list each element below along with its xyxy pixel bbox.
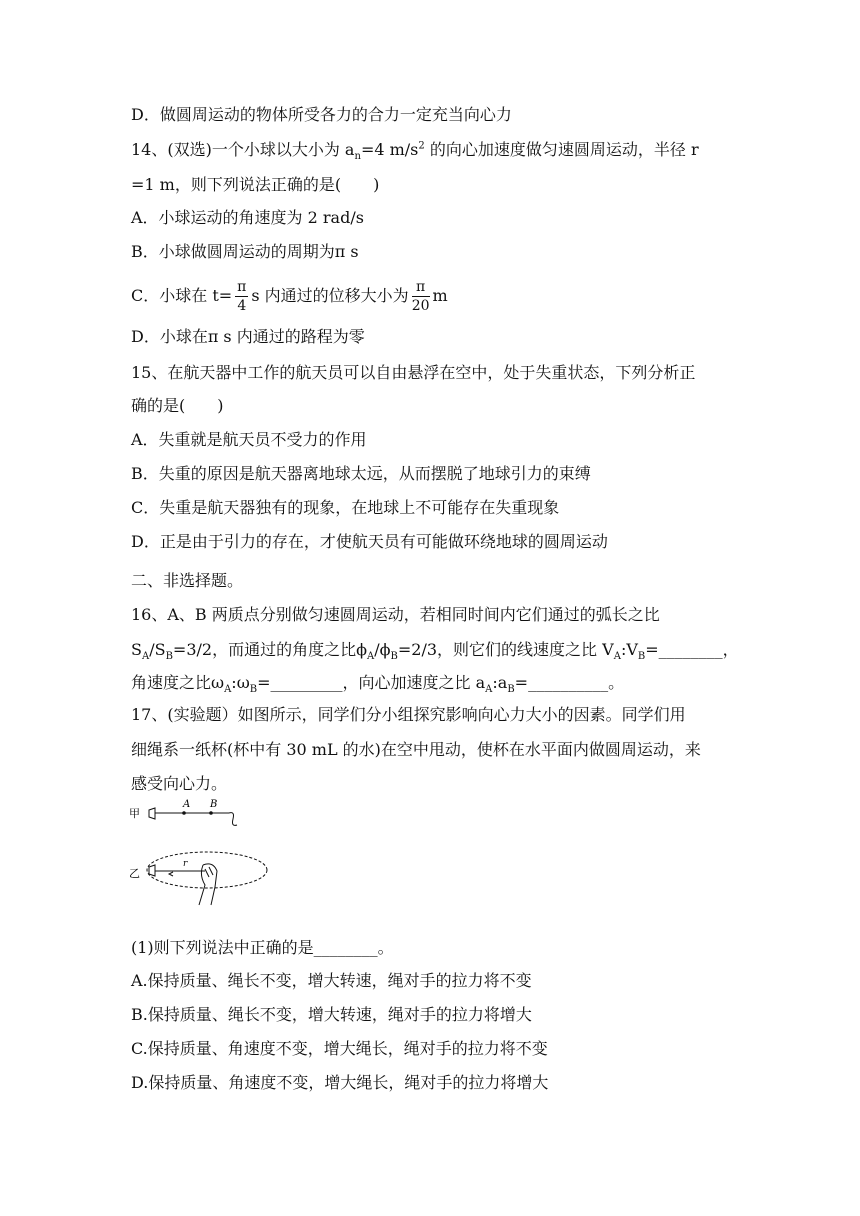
figure-label-r: r bbox=[183, 859, 188, 869]
q17-stem-line2: 细绳系一纸杯(杯中有 30 mL 的水)在空中甩动，使杯在水平面内做圆周运动，来 bbox=[131, 740, 701, 759]
q16-stem-line1: 16、A、B 两质点分别做匀速圆周运动，若相同时间内它们通过的弧长之比 bbox=[131, 605, 660, 624]
q14-stem-line1 bbox=[131, 140, 699, 163]
fraction-numerator: π bbox=[237, 279, 247, 295]
q15-stem-line2: 确的是( ) bbox=[131, 396, 224, 415]
q17-stem-line1: 17、(实验题）如图所示，同学们分小组探究影响向心力大小的因素。同学们用 bbox=[131, 705, 686, 724]
experiment-figure bbox=[125, 795, 275, 920]
q13-option-d: D．做圆周运动的物体所受各力的合力一定充当向心力 bbox=[131, 105, 512, 124]
q17-subquestion-1: (1)则下列说法中正确的是________。 bbox=[131, 938, 394, 957]
q15-stem-line1: 15、在航天器中工作的航天员可以自由悬浮在空中，处于失重状态，下列分析正 bbox=[131, 363, 696, 382]
q14-option-c bbox=[131, 277, 448, 315]
figure-label-b: B bbox=[210, 799, 218, 810]
fraction-pi-over-20 bbox=[412, 278, 430, 315]
q14-stem-part: 14、(双选)一个小球以大小为 a bbox=[131, 140, 355, 159]
q14-option-d: D．小球在π s 内通过的路程为零 bbox=[131, 327, 365, 346]
q15-option-d: D．正是由于引力的存在，才使航天员有可能做环绕地球的圆周运动 bbox=[131, 532, 608, 551]
q15-option-a: A．失重就是航天员不受力的作用 bbox=[131, 430, 367, 449]
q15-option-c: C．失重是航天器独有的现象，在地球上不可能存在失重现象 bbox=[131, 498, 560, 517]
q14-c-part: m bbox=[432, 286, 448, 305]
fraction-pi-over-4 bbox=[235, 278, 248, 315]
q14-stem-part: =4 m/s bbox=[360, 140, 419, 159]
q14-sup: 2 bbox=[418, 140, 425, 152]
figure-label-a: A bbox=[183, 799, 191, 810]
q14-sub: n bbox=[354, 151, 361, 163]
q14-c-part: C．小球在 t= bbox=[131, 286, 233, 305]
q17-stem-line3: 感受向心力。 bbox=[131, 774, 228, 793]
fraction-denominator: 4 bbox=[237, 298, 247, 314]
q16-stem-line3: 角速度之比$\omega_A:\omega_B=\_\_\_\_\_\_\_\_\_$，向心加速度之比 $a_A:a_B=\_\_\_\_\_\_\_\_\_\_$。 bbox=[131, 673, 625, 696]
q17-option-b: B.保持质量、绳长不变，增大转速，绳对手的拉力将增大 bbox=[131, 1005, 532, 1024]
q16-stem-line2: $S_A/S_B=3/2$，而通过的角度之比$\phi_A/\phi_B=2/3$，则它们的线速度之比 $V_A:V_B=\_\_\_\_\_\_\_\_$， bbox=[131, 640, 739, 663]
q17-option-a: A.保持质量、绳长不变，增大转速，绳对手的拉力将不变 bbox=[131, 971, 532, 990]
figure-label-yi: 乙 bbox=[129, 867, 140, 880]
q14-stem-part: 的向心加速度做匀速圆周运动，半径 r bbox=[424, 140, 699, 159]
q17-option-c: C.保持质量、角速度不变，增大绳长，绳对手的拉力将不变 bbox=[131, 1039, 548, 1058]
q14-option-b: B．小球做圆周运动的周期为π s bbox=[131, 242, 359, 261]
q15-option-b: B．失重的原因是航天器离地球太远，从而摆脱了地球引力的束缚 bbox=[131, 464, 591, 483]
q17-option-d: D.保持质量、角速度不变，增大绳长，绳对手的拉力将增大 bbox=[131, 1073, 549, 1092]
figure-label-jia: 甲 bbox=[129, 807, 140, 820]
section-heading: 二、非选择题。 bbox=[131, 571, 244, 590]
q14-c-part: s 内通过的位移大小为 bbox=[251, 286, 409, 305]
q14-stem-line2: =1 m，则下列说法正确的是( ) bbox=[131, 175, 380, 194]
q14-option-a: A．小球运动的角速度为 2 rad/s bbox=[131, 208, 364, 227]
fraction-numerator: π bbox=[412, 278, 430, 297]
fraction-denominator: 20 bbox=[411, 298, 430, 314]
